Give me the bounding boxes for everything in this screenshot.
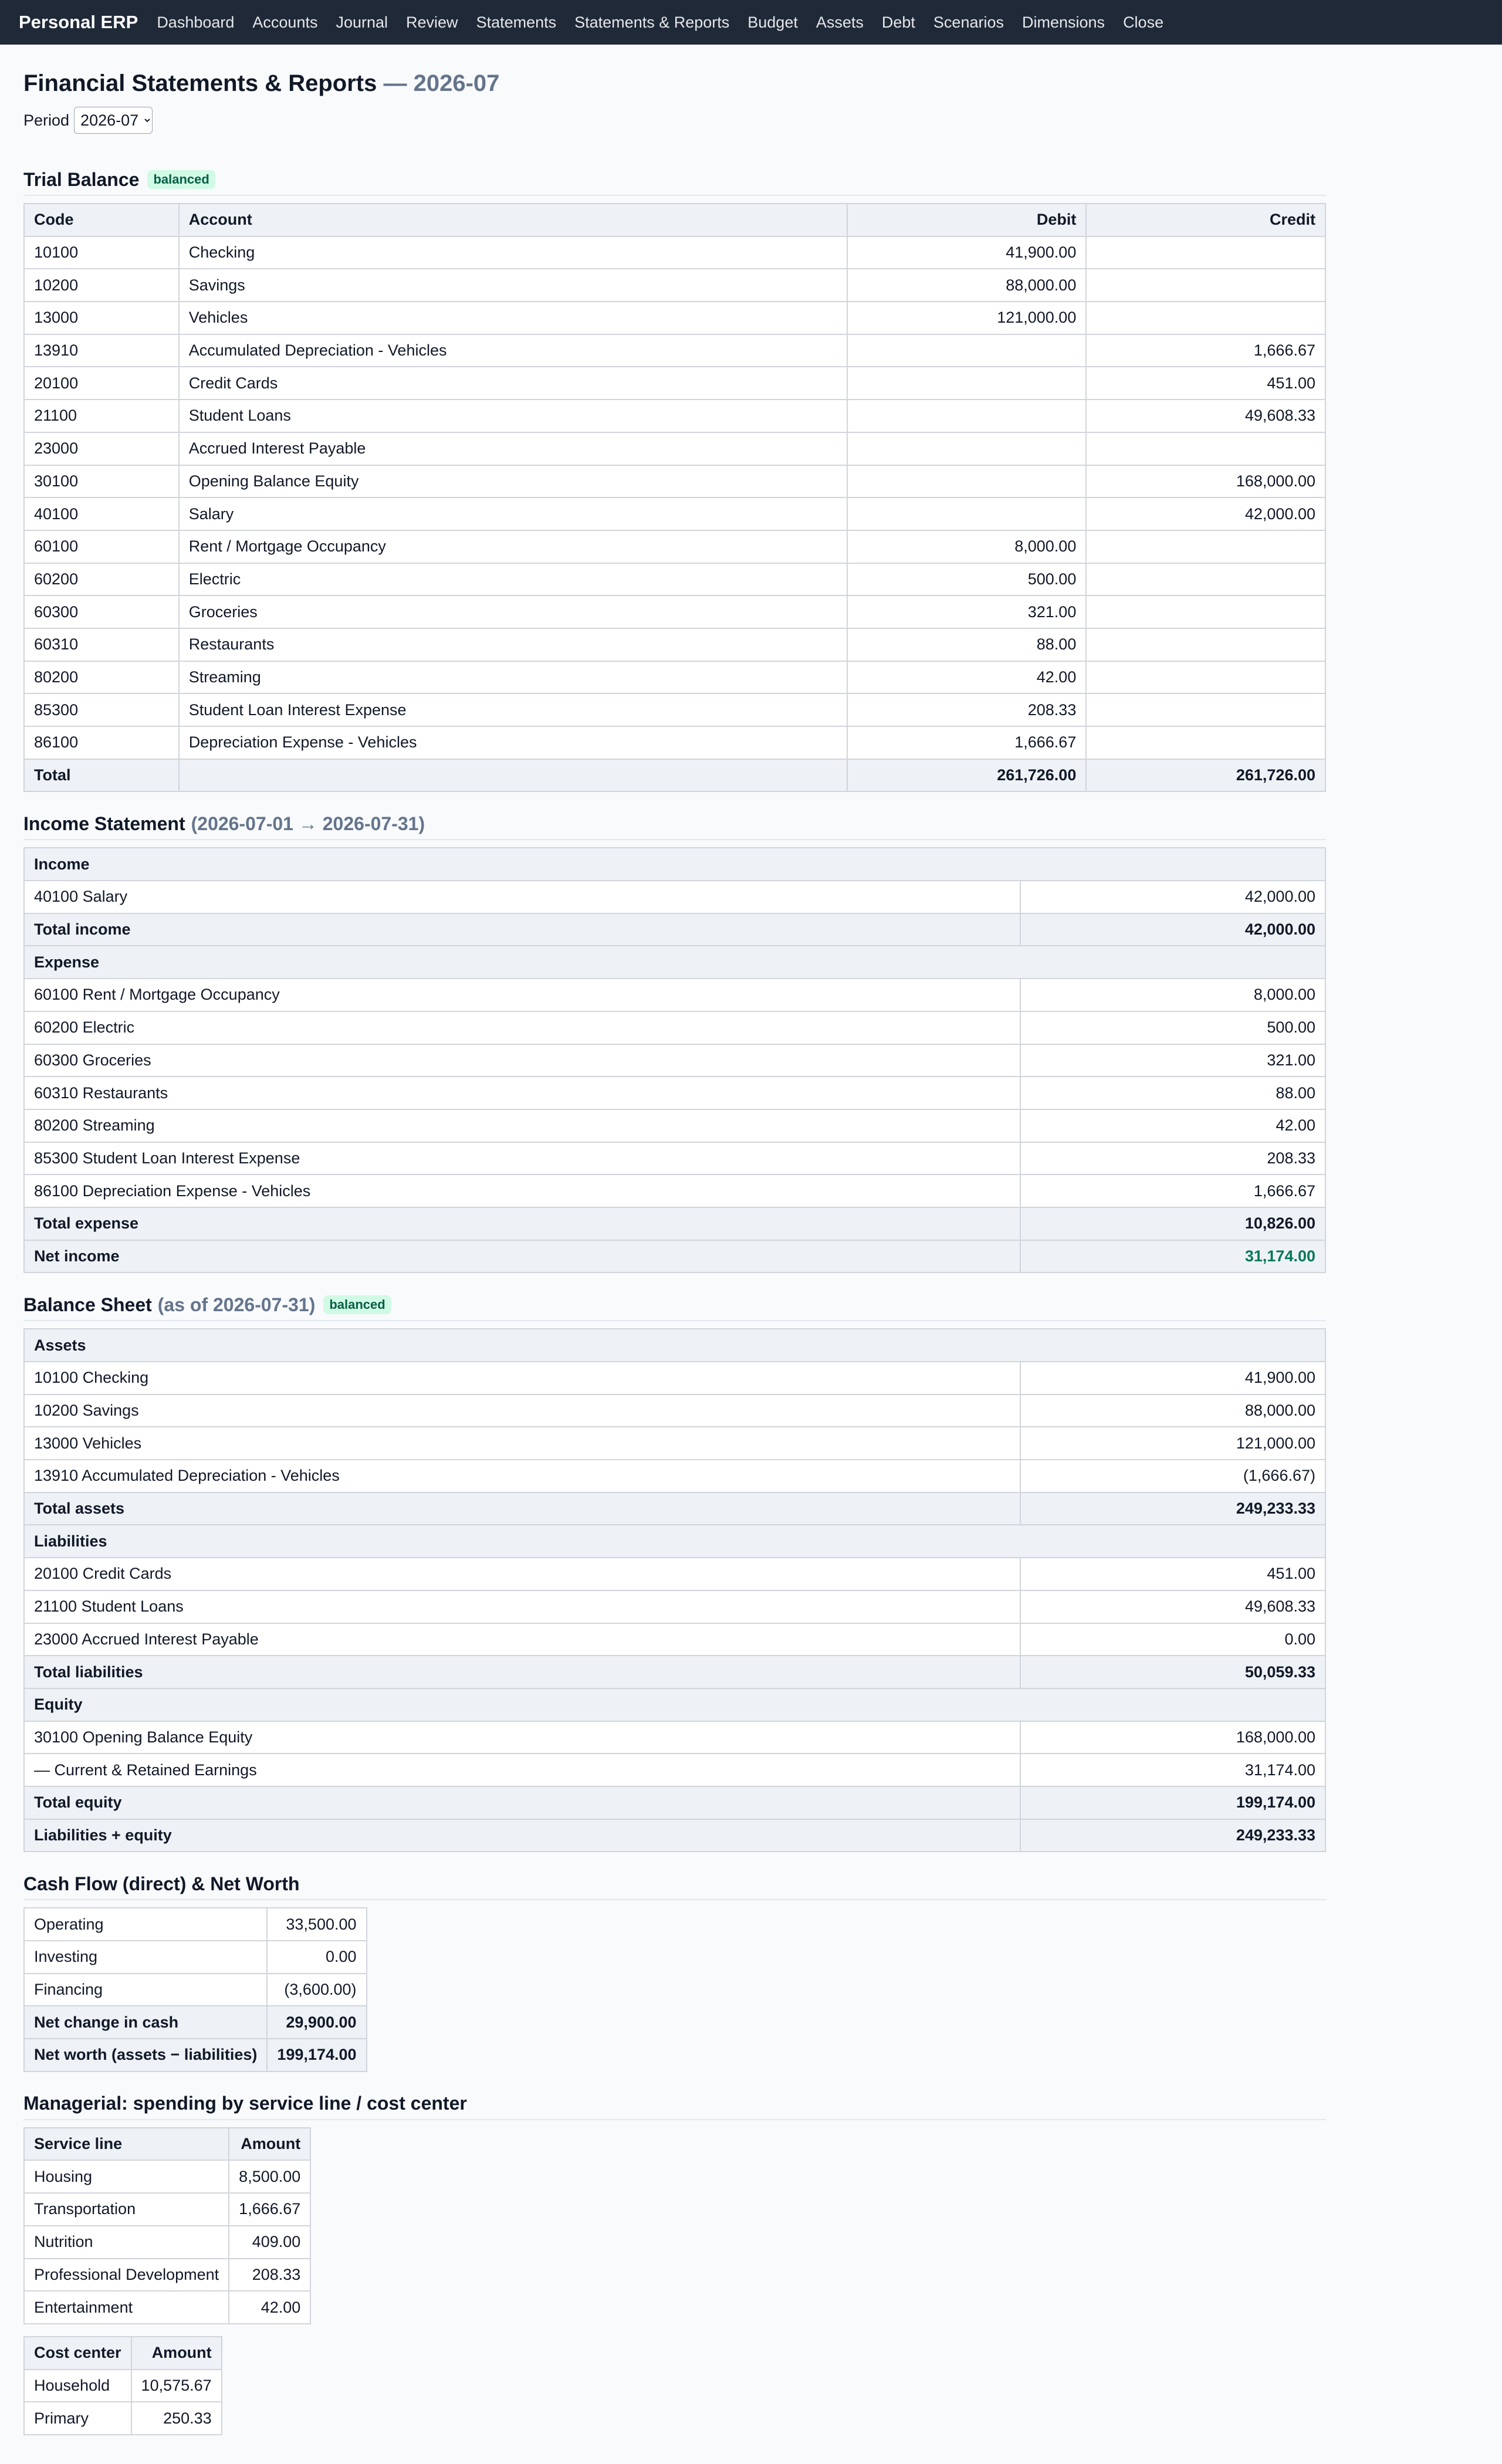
table-row <box>24 1362 1325 1395</box>
page-title <box>23 66 1349 101</box>
cell-credit <box>1086 595 1325 628</box>
row-value: (1,666.67) <box>1020 1460 1325 1492</box>
row-label: Net change in cash <box>24 2006 267 2039</box>
row-label: Total liabilities <box>24 1656 1020 1688</box>
trial-balance-title: Trial Balance <box>23 168 140 190</box>
cell-code: 13910 <box>24 334 179 367</box>
row-label: Financing <box>24 1974 267 2006</box>
group-header-row <box>24 1329 1325 1362</box>
brand-logo[interactable]: Personal ERP <box>19 12 138 32</box>
cell-account: Credit Cards <box>179 367 847 400</box>
column-header-code: Code <box>24 204 179 236</box>
table-row <box>24 628 1325 661</box>
cell-code: 40100 <box>24 497 179 530</box>
row-label: Net income <box>24 1240 1020 1273</box>
managerial-title: Managerial: spending by service line / cost center <box>23 2093 467 2114</box>
row-value: (3,600.00) <box>267 1974 366 2006</box>
group-label: Liabilities <box>24 1525 1325 1558</box>
row-value: 42.00 <box>1020 1109 1325 1142</box>
group-header-row <box>24 1525 1325 1558</box>
service-line-table <box>23 2127 311 2324</box>
total-row <box>24 1240 1325 1273</box>
table-row <box>24 1077 1325 1109</box>
cell-debit <box>847 334 1087 367</box>
table-row <box>24 1142 1325 1175</box>
cell-code: 60300 <box>24 595 179 628</box>
table-row <box>24 2160 310 2193</box>
row-value: 42,000.00 <box>1020 881 1325 913</box>
cell-account: Savings <box>179 269 847 302</box>
cell-debit: 8,000.00 <box>847 530 1087 563</box>
balance-sheet-table <box>23 1328 1326 1852</box>
cell-amount: 10,575.67 <box>131 2370 222 2402</box>
cell-amount: 208.33 <box>229 2259 310 2292</box>
row-label: 60200 Electric <box>24 1011 1020 1044</box>
cell-account: Student Loan Interest Expense <box>179 693 847 726</box>
row-value: 41,900.00 <box>1020 1362 1325 1395</box>
table-row <box>24 1754 1325 1786</box>
cell-credit: 451.00 <box>1086 367 1325 400</box>
cash-flow-title: Cash Flow (direct) & Net Worth <box>23 1873 300 1894</box>
table-row <box>24 661 1325 694</box>
cell-credit <box>1086 432 1325 465</box>
cell-debit <box>847 400 1087 432</box>
row-value: 49,608.33 <box>1020 1590 1325 1623</box>
cell-service-line: Housing <box>24 2160 229 2193</box>
row-label: 85300 Student Loan Interest Expense <box>24 1142 1020 1175</box>
row-label: Total income <box>24 913 1020 946</box>
cell-code: 10100 <box>24 236 179 269</box>
group-label: Expense <box>24 946 1325 979</box>
table-row <box>24 563 1325 596</box>
table-row <box>24 1590 1325 1623</box>
row-value: 42,000.00 <box>1020 913 1325 946</box>
cell-debit <box>847 497 1087 530</box>
table-row <box>24 2226 310 2259</box>
row-label: Net worth (assets − liabilities) <box>24 2039 267 2072</box>
row-value: 10,826.00 <box>1020 1207 1325 1240</box>
managerial-heading <box>23 2091 1326 2120</box>
table-row <box>24 693 1325 726</box>
total-row <box>24 1492 1325 1525</box>
row-label: 40100 Salary <box>24 881 1020 913</box>
cell-code: 60310 <box>24 628 179 661</box>
row-label: 80200 Streaming <box>24 1109 1020 1142</box>
cell-account: Depreciation Expense - Vehicles <box>179 726 847 759</box>
cell-account: Student Loans <box>179 400 847 432</box>
cell-credit <box>1086 302 1325 334</box>
total-row <box>24 1207 1325 1240</box>
cell-debit: 42.00 <box>847 661 1087 694</box>
cell-code: 85300 <box>24 693 179 726</box>
nav-dimensions[interactable]: Dimensions <box>1022 13 1105 31</box>
cell-credit <box>1086 661 1325 694</box>
table-row <box>24 1175 1325 1207</box>
cell-service-line: Professional Development <box>24 2259 229 2292</box>
row-value: 121,000.00 <box>1020 1427 1325 1460</box>
cash-flow-table <box>23 1907 367 2072</box>
cell-debit: 321.00 <box>847 595 1087 628</box>
row-label: 86100 Depreciation Expense - Vehicles <box>24 1175 1020 1207</box>
row-value: 249,233.33 <box>1020 1819 1325 1852</box>
table-row <box>24 2402 222 2435</box>
cell-account: Restaurants <box>179 628 847 661</box>
row-label: 10100 Checking <box>24 1362 1020 1395</box>
row-value: 88,000.00 <box>1020 1395 1325 1427</box>
main-content <box>0 66 1349 2435</box>
cell-debit: 41,900.00 <box>847 236 1087 269</box>
row-label: Total expense <box>24 1207 1020 1240</box>
cell-credit <box>1086 693 1325 726</box>
cell-code: 80200 <box>24 661 179 694</box>
table-row <box>24 2370 222 2402</box>
table-row <box>24 367 1325 400</box>
row-value: 208.33 <box>1020 1142 1325 1175</box>
total-cell-debit: 261,726.00 <box>847 759 1087 792</box>
row-value: 0.00 <box>1020 1623 1325 1656</box>
group-header-row <box>24 946 1325 979</box>
cell-debit <box>847 432 1087 465</box>
income-statement-title: Income Statement <box>23 813 185 834</box>
cell-account: Groceries <box>179 595 847 628</box>
table-row <box>24 881 1325 913</box>
total-row <box>24 1819 1325 1852</box>
cell-account: Accumulated Depreciation - Vehicles <box>179 334 847 367</box>
table-row <box>24 2193 310 2226</box>
nav-accounts[interactable]: Accounts <box>252 13 318 31</box>
cell-debit <box>847 367 1087 400</box>
row-label: 13910 Accumulated Depreciation - Vehicles <box>24 1460 1020 1492</box>
cell-code: 60200 <box>24 563 179 596</box>
table-row <box>24 236 1325 269</box>
row-value: 31,174.00 <box>1020 1754 1325 1786</box>
table-row <box>24 1044 1325 1077</box>
cell-credit <box>1086 726 1325 759</box>
cell-credit <box>1086 530 1325 563</box>
row-value: 29,900.00 <box>267 2006 366 2039</box>
row-value: 500.00 <box>1020 1011 1325 1044</box>
table-row <box>24 465 1325 498</box>
cell-code: 86100 <box>24 726 179 759</box>
total-row <box>24 2039 367 2072</box>
column-header-amount: Amount <box>131 2337 222 2370</box>
status-badge: balanced <box>323 1295 391 1314</box>
row-value: 0.00 <box>267 1941 366 1974</box>
table-row <box>24 1721 1325 1754</box>
row-value: 1,666.67 <box>1020 1175 1325 1207</box>
table-header-row <box>24 2128 310 2161</box>
table-row <box>24 1908 367 1941</box>
cell-service-line: Nutrition <box>24 2226 229 2259</box>
cell-amount: 250.33 <box>131 2402 222 2435</box>
table-row <box>24 1109 1325 1142</box>
cell-debit: 1,666.67 <box>847 726 1087 759</box>
table-row <box>24 432 1325 465</box>
group-header-row <box>24 1688 1325 1721</box>
cell-credit: 1,666.67 <box>1086 334 1325 367</box>
table-row <box>24 497 1325 530</box>
total-row <box>24 1656 1325 1688</box>
row-label: 60100 Rent / Mortgage Occupancy <box>24 979 1020 1011</box>
total-row <box>24 913 1325 946</box>
table-row <box>24 1427 1325 1460</box>
group-label: Income <box>24 848 1325 881</box>
row-label: Total equity <box>24 1786 1020 1819</box>
status-badge: balanced <box>147 170 215 189</box>
column-header-service-line: Service line <box>24 2128 229 2161</box>
table-row <box>24 302 1325 334</box>
row-value: 50,059.33 <box>1020 1656 1325 1688</box>
cell-amount: 8,500.00 <box>229 2160 310 2193</box>
row-label: 10200 Savings <box>24 1395 1020 1427</box>
group-header-row <box>24 848 1325 881</box>
row-label: Investing <box>24 1941 267 1974</box>
table-row <box>24 269 1325 302</box>
trial-balance-table <box>23 203 1326 792</box>
nav-statements-reports[interactable]: Statements & Reports <box>574 13 730 31</box>
row-label: 20100 Credit Cards <box>24 1558 1020 1590</box>
column-header-debit: Debit <box>847 204 1087 236</box>
column-header-account: Account <box>179 204 847 236</box>
balance-sheet-asof: (as of 2026-07-31) <box>157 1294 316 1315</box>
cell-service-line: Entertainment <box>24 2291 229 2324</box>
row-label: — Current & Retained Earnings <box>24 1754 1020 1786</box>
income-statement-range: (2026-07-01 → 2026-07-31) <box>191 813 425 834</box>
cell-credit <box>1086 269 1325 302</box>
cell-credit: 168,000.00 <box>1086 465 1325 498</box>
row-value: 249,233.33 <box>1020 1492 1325 1525</box>
cell-amount: 1,666.67 <box>229 2193 310 2226</box>
cell-credit <box>1086 236 1325 269</box>
table-row <box>24 1623 1325 1656</box>
cash-flow-heading <box>23 1871 1326 1900</box>
row-value: 8,000.00 <box>1020 979 1325 1011</box>
row-value: 199,174.00 <box>267 2039 366 2072</box>
row-value: 88.00 <box>1020 1077 1325 1109</box>
cell-account: Salary <box>179 497 847 530</box>
row-value: 168,000.00 <box>1020 1721 1325 1754</box>
table-row <box>24 726 1325 759</box>
cell-debit: 88,000.00 <box>847 269 1087 302</box>
cell-code: 60100 <box>24 530 179 563</box>
table-row <box>24 2291 310 2324</box>
row-label: 23000 Accrued Interest Payable <box>24 1623 1020 1656</box>
table-row <box>24 1974 367 2006</box>
row-label: 21100 Student Loans <box>24 1590 1020 1623</box>
balance-sheet-title: Balance Sheet <box>23 1294 152 1315</box>
row-label: Operating <box>24 1908 267 1941</box>
row-value: 321.00 <box>1020 1044 1325 1077</box>
cell-code: 20100 <box>24 367 179 400</box>
cell-account: Opening Balance Equity <box>179 465 847 498</box>
table-row <box>24 334 1325 367</box>
cell-debit: 208.33 <box>847 693 1087 726</box>
cell-amount: 409.00 <box>229 2226 310 2259</box>
table-row <box>24 1395 1325 1427</box>
total-cell-credit: 261,726.00 <box>1086 759 1325 792</box>
total-cell-code: Total <box>24 759 179 792</box>
row-label: Total assets <box>24 1492 1020 1525</box>
table-header-row <box>24 2337 222 2370</box>
cost-center-table <box>23 2336 222 2435</box>
nav-statements[interactable]: Statements <box>476 13 557 31</box>
cell-code: 30100 <box>24 465 179 498</box>
cell-credit: 42,000.00 <box>1086 497 1325 530</box>
nav-budget[interactable]: Budget <box>747 13 798 31</box>
cell-credit <box>1086 563 1325 596</box>
row-value: 451.00 <box>1020 1558 1325 1590</box>
table-row <box>24 595 1325 628</box>
nav-scenarios[interactable]: Scenarios <box>933 13 1004 31</box>
table-row <box>24 1558 1325 1590</box>
cell-code: 23000 <box>24 432 179 465</box>
nav-debt[interactable]: Debt <box>881 13 915 31</box>
nav-assets[interactable]: Assets <box>816 13 864 31</box>
row-value: 199,174.00 <box>1020 1786 1325 1819</box>
period-selector-row <box>23 106 1349 135</box>
cell-cost-center: Primary <box>24 2402 131 2435</box>
cell-credit: 49,608.33 <box>1086 400 1325 432</box>
nav-review[interactable]: Review <box>406 13 458 31</box>
table-row <box>24 2259 310 2292</box>
total-row <box>24 759 1325 792</box>
income-statement-heading <box>23 811 1326 840</box>
page-title-period: — 2026-07 <box>383 70 500 96</box>
table-header-row <box>24 204 1325 236</box>
top-nav <box>0 0 1502 45</box>
cell-account: Electric <box>179 563 847 596</box>
cell-account: Vehicles <box>179 302 847 334</box>
cell-service-line: Transportation <box>24 2193 229 2226</box>
cell-account: Rent / Mortgage Occupancy <box>179 530 847 563</box>
cell-cost-center: Household <box>24 2370 131 2402</box>
cell-code: 13000 <box>24 302 179 334</box>
row-label: 60300 Groceries <box>24 1044 1020 1077</box>
cell-account: Checking <box>179 236 847 269</box>
row-label: Liabilities + equity <box>24 1819 1020 1852</box>
page-title-text: Financial Statements & Reports <box>23 70 377 96</box>
row-value: 33,500.00 <box>267 1908 366 1941</box>
cell-amount: 42.00 <box>229 2291 310 2324</box>
row-label: 30100 Opening Balance Equity <box>24 1721 1020 1754</box>
nav-close[interactable]: Close <box>1123 13 1164 31</box>
period-label: Period <box>23 111 70 129</box>
nav-journal[interactable]: Journal <box>336 13 388 31</box>
total-row <box>24 1786 1325 1819</box>
group-label: Equity <box>24 1688 1325 1721</box>
column-header-cost-center: Cost center <box>24 2337 131 2370</box>
total-row <box>24 2006 367 2039</box>
cell-code: 21100 <box>24 400 179 432</box>
group-label: Assets <box>24 1329 1325 1362</box>
table-row <box>24 1941 367 1974</box>
table-row <box>24 1011 1325 1044</box>
cell-debit: 88.00 <box>847 628 1087 661</box>
column-header-credit: Credit <box>1086 204 1325 236</box>
table-row <box>24 1460 1325 1492</box>
cell-debit: 121,000.00 <box>847 302 1087 334</box>
income-statement-table <box>23 847 1326 1273</box>
cell-account: Streaming <box>179 661 847 694</box>
row-label: 60310 Restaurants <box>24 1077 1020 1109</box>
column-header-amount: Amount <box>229 2128 310 2161</box>
cell-debit <box>847 465 1087 498</box>
cell-credit <box>1086 628 1325 661</box>
row-value: 31,174.00 <box>1020 1240 1325 1273</box>
cell-debit: 500.00 <box>847 563 1087 596</box>
cell-code: 10200 <box>24 269 179 302</box>
trial-balance-heading <box>23 167 1326 196</box>
table-row <box>24 400 1325 432</box>
nav-dashboard[interactable]: Dashboard <box>157 13 235 31</box>
balance-sheet-heading <box>23 1292 1326 1321</box>
table-row <box>24 979 1325 1011</box>
cell-account: Accrued Interest Payable <box>179 432 847 465</box>
period-select[interactable] <box>74 107 153 134</box>
row-label: 13000 Vehicles <box>24 1427 1020 1460</box>
total-cell-account <box>179 759 847 792</box>
table-row <box>24 530 1325 563</box>
